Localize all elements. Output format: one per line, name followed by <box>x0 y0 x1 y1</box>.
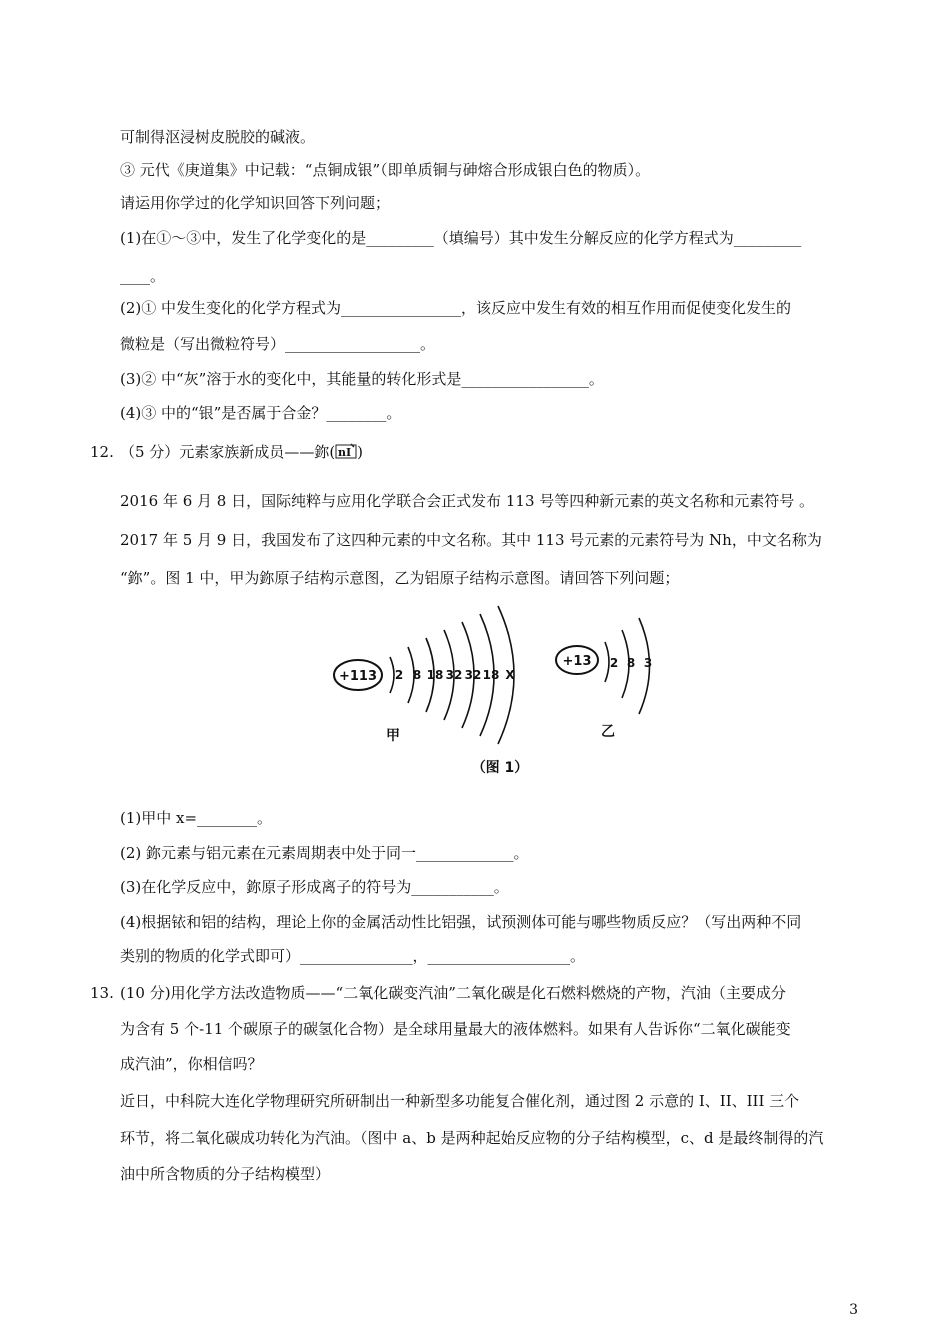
figure-1-atom-structures <box>320 600 680 785</box>
q12-title-end: ) <box>357 443 364 461</box>
jia-shell-1: 2 <box>394 668 404 682</box>
q12-number: 12. <box>90 443 114 461</box>
jia-nucleus-label: +113 <box>338 669 378 684</box>
jia-shell-3: 18 <box>426 668 444 682</box>
jia-shell-2: 8 <box>412 668 422 682</box>
q11-text-line: 可制得沤浸树皮脱胶的碱液。 <box>120 128 316 146</box>
q12-title-text: （5 分）元素家族新成员——鉨( <box>120 443 336 461</box>
q13-line-4: 近日，中科院大连化学物理研究所研制出一种新型多功能复合催化剂，通过图 2 示意的 I、II、III 三个 <box>120 1092 800 1110</box>
svg-text:nI: nI <box>338 446 352 459</box>
yi-nucleus-label: +13 <box>562 654 592 669</box>
q13-line-5: 环节，将二氧化碳成功转化为汽油。（图中 a、b 是两种起始反应物的分子结构模型，c、d 是最终制得的汽 <box>120 1129 824 1147</box>
page-number: 3 <box>849 1302 858 1318</box>
q12-part-4-cont: 类别的物质的化学式即可）_______________，___________________。 <box>120 947 586 965</box>
q13-line-6: 油中所含物质的分子结构模型） <box>120 1165 331 1183</box>
yi-shell-3: 3 <box>643 656 653 670</box>
q11-prompt: 请运用你学过的化学知识回答下列问题； <box>120 194 391 212</box>
jia-label: 甲 <box>386 728 400 744</box>
q12-title <box>120 442 363 462</box>
q12-part-3: (3)在化学反应中，鉨原子形成离子的符号为___________。 <box>120 878 509 896</box>
yi-shell-2: 8 <box>626 656 636 670</box>
q11-part-3: (3)② 中“灰”溶于水的变化中，其能量的转化形式是_________________。 <box>120 370 604 388</box>
jia-shell-5: 32 <box>464 668 482 682</box>
q13-line-3: 成汽油”，你相信吗？ <box>120 1055 263 1073</box>
q12-part-1: (1)甲中 x=________。 <box>120 809 273 827</box>
q11-part-1-cont: ____。 <box>120 267 166 285</box>
jia-shell-4: 32 <box>445 668 463 682</box>
q11-item-3: ③ 元代《庚道集》中记载：“点铜成银”（即单质铜与砷熔合形成银白色的物质）。 <box>120 161 651 179</box>
q12-para-3: “鉨”。图 1 中，甲为鉨原子结构示意图，乙为铝原子结构示意图。请回答下列问题； <box>120 569 680 587</box>
q11-part-2: (2)① 中发生变化的化学方程式为________________，该反应中发生有效的相互作用而促使变化发生的 <box>120 299 792 317</box>
q13-line-1: (10 分)用化学方法改造物质——“二氧化碳变汽油”二氧化碳是化石燃料燃烧的产物，汽油（主要成分 <box>120 984 786 1002</box>
q12-para-2: 2017 年 5 月 9 日，我国发布了这四种元素的中文名称。其中 113 号元素的元素符号为 Nh，中文名称为 <box>120 531 822 549</box>
q11-part-2-cont: 微粒是（写出微粒符号）__________________。 <box>120 335 436 353</box>
q11-part-4: (4)③ 中的“银”是否属于合金？________。 <box>120 404 402 422</box>
jia-shell-7: X <box>505 668 515 682</box>
figure-1-caption: （图 1） <box>471 760 529 776</box>
q11-part-1: (1)在①～③中，发生了化学变化的是_________（填编号）其中发生分解反应的化学方程式为_________ <box>120 229 802 247</box>
q13-line-2: 为含有 5 个-11 个碳原子的碳氢化合物）是全球用量最大的液体燃料。如果有人告诉你“二氧化碳能变 <box>120 1020 791 1038</box>
q12-part-4: (4)根据铱和铝的结构，理论上你的金属活动性比铝强，试预测体可能与哪些物质反应？（写出两种不同 <box>120 913 802 931</box>
yi-shell-1: 2 <box>609 656 619 670</box>
jia-shell-6: 18 <box>482 668 500 682</box>
q12-part-2: (2) 鉨元素与铝元素在元素周期表中处于同一_____________。 <box>120 844 529 862</box>
nh-element-icon <box>335 443 357 459</box>
yi-label: 乙 <box>601 724 615 740</box>
q13-number: 13. <box>90 984 114 1002</box>
q12-para-1: 2016 年 6 月 8 日，国际纯粹与应用化学联合会正式发布 113 号等四种新元素的英文名称和元素符号 。 <box>120 492 815 510</box>
